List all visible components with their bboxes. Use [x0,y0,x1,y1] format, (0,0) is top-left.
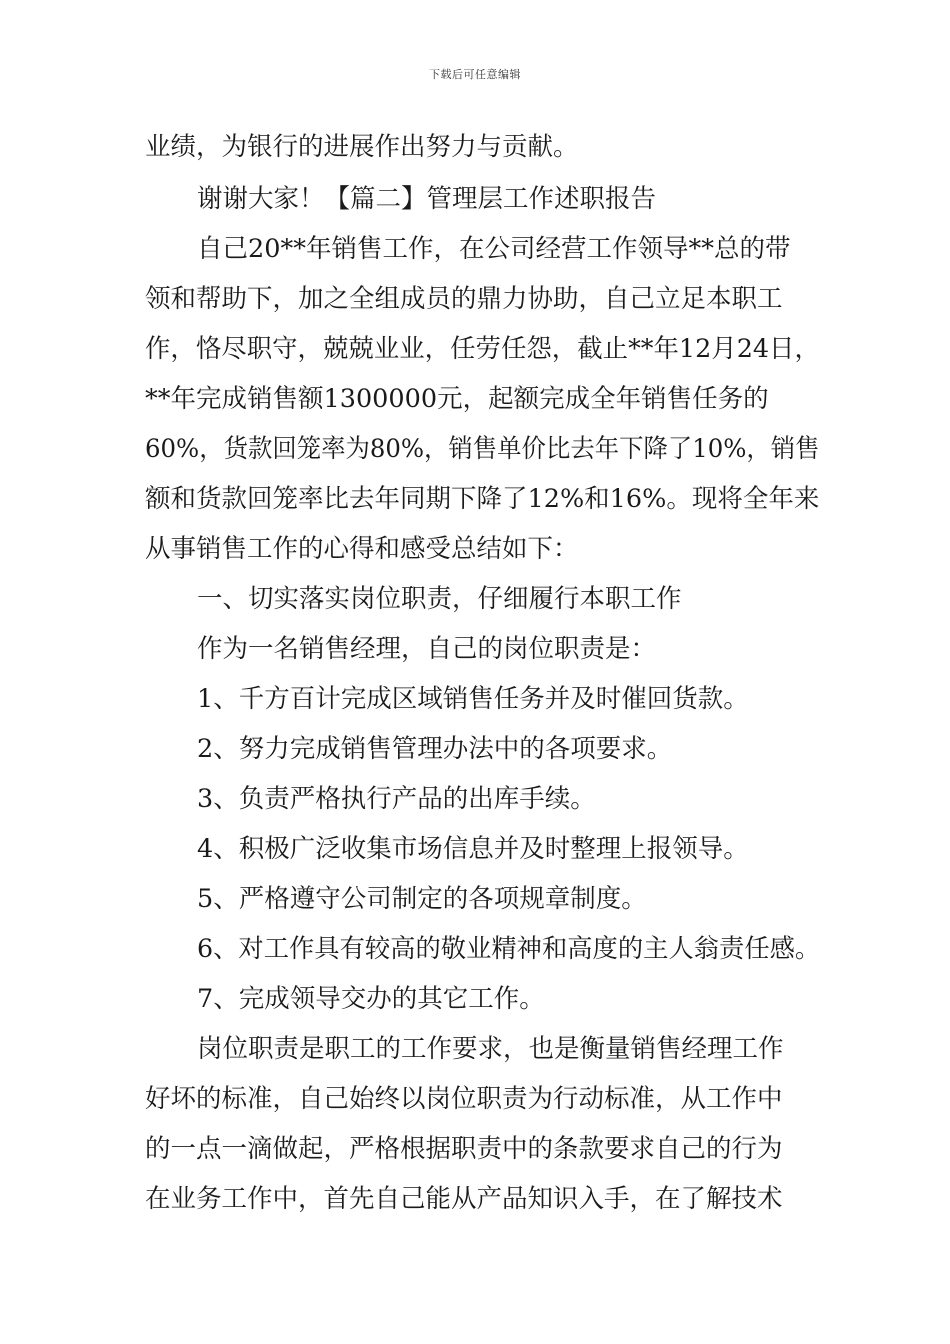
paragraph-line: 岗位职责是职工的工作要求，也是衡量销售经理工作 [197,1034,784,1064]
paragraph-line: 60%，货款回笼率为80%，销售单价比去年下降了10%，销售 [145,434,820,464]
paragraph-line: **年完成销售额1300000元，起额完成全年销售任务的 [145,384,769,414]
paragraph-line: 好坏的标准，自己始终以岗位职责为行动标准，从工作中 [145,1084,783,1114]
paragraph-line: 从事销售工作的心得和感受总结如下： [145,534,579,564]
list-item: 6、对工作具有较高的敬业精神和高度的主人翁责任感。 [197,934,821,964]
list-item: 5、严格遵守公司制定的各项规章制度。 [197,884,647,914]
paragraph-line: 作为一名销售经理，自己的岗位职责是： [197,634,657,664]
paragraph-line: 领和帮助下，加之全组成员的鼎力协助，自己立足本职工 [145,284,783,314]
section-heading: 一、切实落实岗位职责，仔细履行本职工作 [197,584,682,614]
list-item: 3、负责严格执行产品的出库手续。 [197,784,596,814]
paragraph-line: 谢谢大家！【篇二】管理层工作述职报告 [197,184,657,214]
list-item: 4、积极广泛收集市场信息并及时整理上报领导。 [197,834,749,864]
paragraph-line: 业绩，为银行的进展作出努力与贡献。 [145,132,579,162]
paragraph-line: 自己20**年销售工作，在公司经营工作领导**总的带 [197,234,791,264]
list-item: 2、努力完成销售管理办法中的各项要求。 [197,734,673,764]
paragraph-line: 额和货款回笼率比去年同期下降了12%和16%。现将全年来 [145,484,820,514]
paragraph-line: 作，恪尽职守，兢兢业业，任劳任怨，截止**年12月24日， [145,334,820,364]
list-item: 1、千方百计完成区域销售任务并及时催回货款。 [197,684,749,714]
paragraph-line: 的一点一滴做起，严格根据职责中的条款要求自己的行为 [145,1134,783,1164]
page-header-note: 下载后可任意编辑 [429,68,521,81]
list-item: 7、完成领导交办的其它工作。 [197,984,545,1014]
paragraph-line: 在业务工作中，首先自己能从产品知识入手，在了解技术 [145,1184,783,1214]
